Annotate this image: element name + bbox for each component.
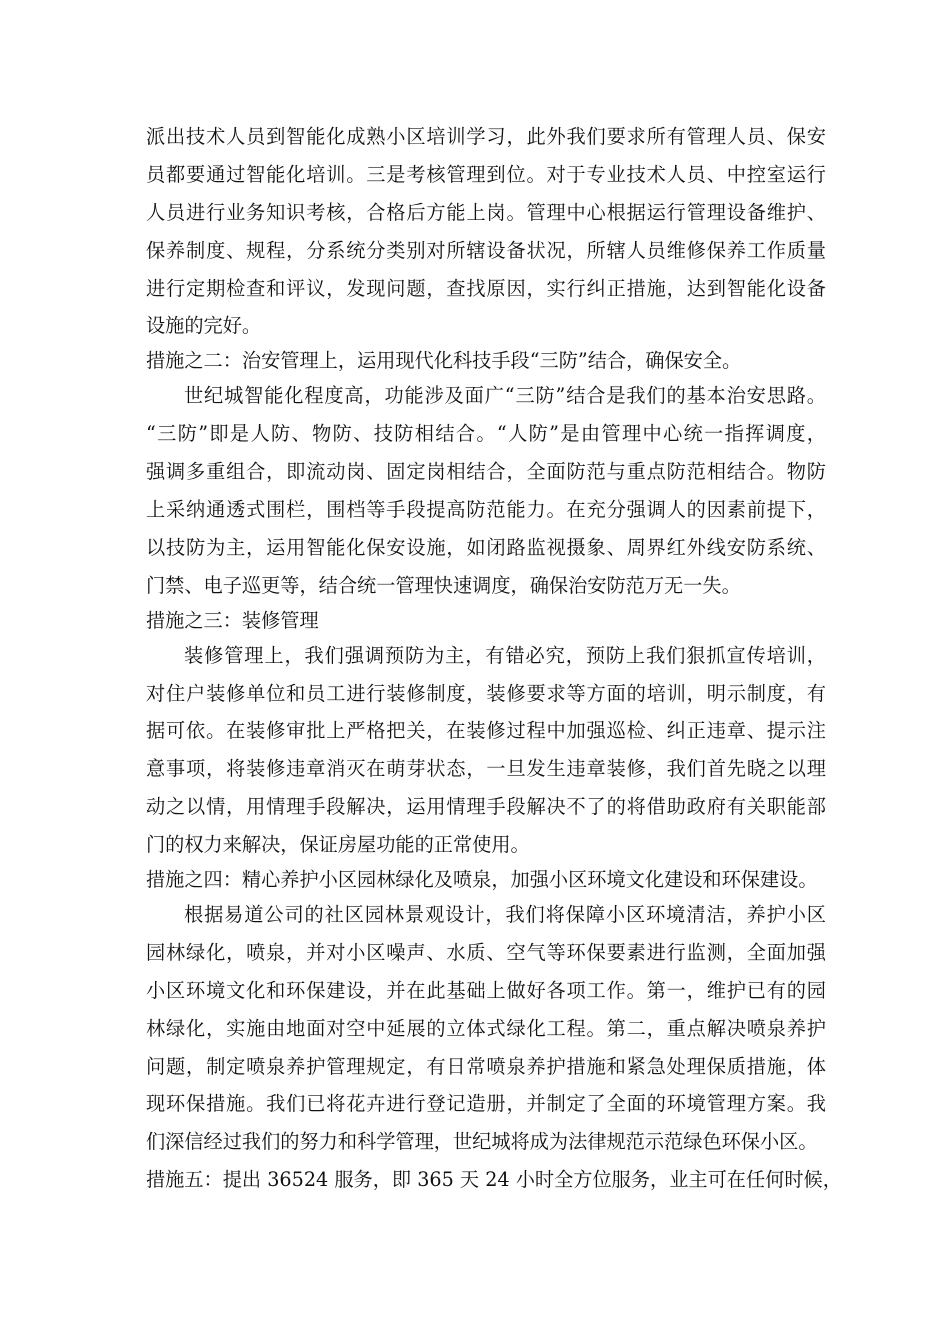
text-line: 门禁、电子巡更等，结合统一管理快速调度，确保治安防范万无一失。 xyxy=(146,573,741,597)
text-line: 派出技术人员到智能化成熟小区培训学习，此外我们要求所有管理人员、保安 xyxy=(146,125,826,148)
text-line: 现环保措施。我们已将花卉进行登记造册，并制定了全面的环境管理方案。我 xyxy=(146,1092,826,1116)
section-heading: 措施之三：装修管理 xyxy=(146,608,319,632)
text-line: 问题，制定喷泉养护管理规定，有日常喷泉养护措施和紧急处理保质措施，体 xyxy=(146,1054,826,1078)
text-line: “三防”即是人防、物防、技防相结合。“人防”是由管理中心统一指挥调度， xyxy=(146,422,826,446)
text-line: 人员进行业务知识考核，合格后方能上岗。管理中心根据运行管理设备维护、 xyxy=(146,200,826,224)
text-line: 强调多重组合，即流动岗、固定岗相结合，全面防范与重点防范相结合。物防 xyxy=(146,460,826,484)
text-line: 装修管理上，我们强调预防为主，有错必究，预防上我们狠抓宣传培训， xyxy=(184,643,826,667)
text-line: 门的权力来解决，保证房屋功能的正常使用。 xyxy=(146,833,530,857)
text-line: 对住户装修单位和员工进行装修制度，装修要求等方面的培训，明示制度，有 xyxy=(146,681,826,705)
text-line: 进行定期检查和评议，发现问题，查找原因，实行纠正措施，达到智能化设备 xyxy=(146,276,826,300)
text-line: 动之以情，用情理手段解决，运用情理手段解决不了的将借助政府有关职能部 xyxy=(146,795,826,819)
document-body xyxy=(146,118,842,1199)
text-line: 保养制度、规程，分系统分类别对所辖设备状况，所辖人员维修保养工作质量 xyxy=(146,238,826,262)
text-line: 设施的完好。 xyxy=(146,314,262,338)
text-line: 园林绿化，喷泉，并对小区噪声、水质、空气等环保要素进行监测，全面加强 xyxy=(146,940,826,964)
section-heading: 措施之二：治安管理上，运用现代化科技手段“三防”结合，确保安全。 xyxy=(146,349,742,373)
text-line: 根据易道公司的社区园林景观设计，我们将保障小区环境清洁，养护小区 xyxy=(184,903,826,927)
text-line: 上采纳通透式围栏，围档等手段提高防范能力。在充分强调人的因素前提下， xyxy=(146,498,826,522)
text-line: 员都要通过智能化培训。三是考核管理到位。对于专业技术人员、中控室运行 xyxy=(146,162,826,186)
text-line: 世纪城智能化程度高，功能涉及面广“三防”结合是我们的基本治安思路。 xyxy=(184,384,826,408)
text-line: 们深信经过我们的努力和科学管理，世纪城将成为法律规范示范绿色环保小区。 xyxy=(146,1130,818,1154)
text-line: 意事项，将装修违章消灭在萌芽状态，一旦发生违章装修，我们首先晓之以理 xyxy=(146,757,826,781)
text-line: 林绿化，实施由地面对空中延展的立体式绿化工程。第二，重点解决喷泉养护 xyxy=(146,1016,826,1040)
text-line: 以技防为主，运用智能化保安设施，如闭路监视摄象、周界红外线安防系统、 xyxy=(146,535,826,559)
text-line: 措施五：提出 36524 服务，即 365 天 24 小时全方位服务，业主可在任何时候， xyxy=(146,1168,842,1192)
text-line: 小区环境文化和环保建设，并在此基础上做好各项工作。第一，维护已有的园 xyxy=(146,978,826,1002)
text-line: 据可依。在装修审批上严格把关，在装修过程中加强巡检、纠正违章、提示注 xyxy=(146,719,826,743)
section-heading: 措施之四：精心养护小区园林绿化及喷泉，加强小区环境文化建设和环保建设。 xyxy=(146,868,818,892)
